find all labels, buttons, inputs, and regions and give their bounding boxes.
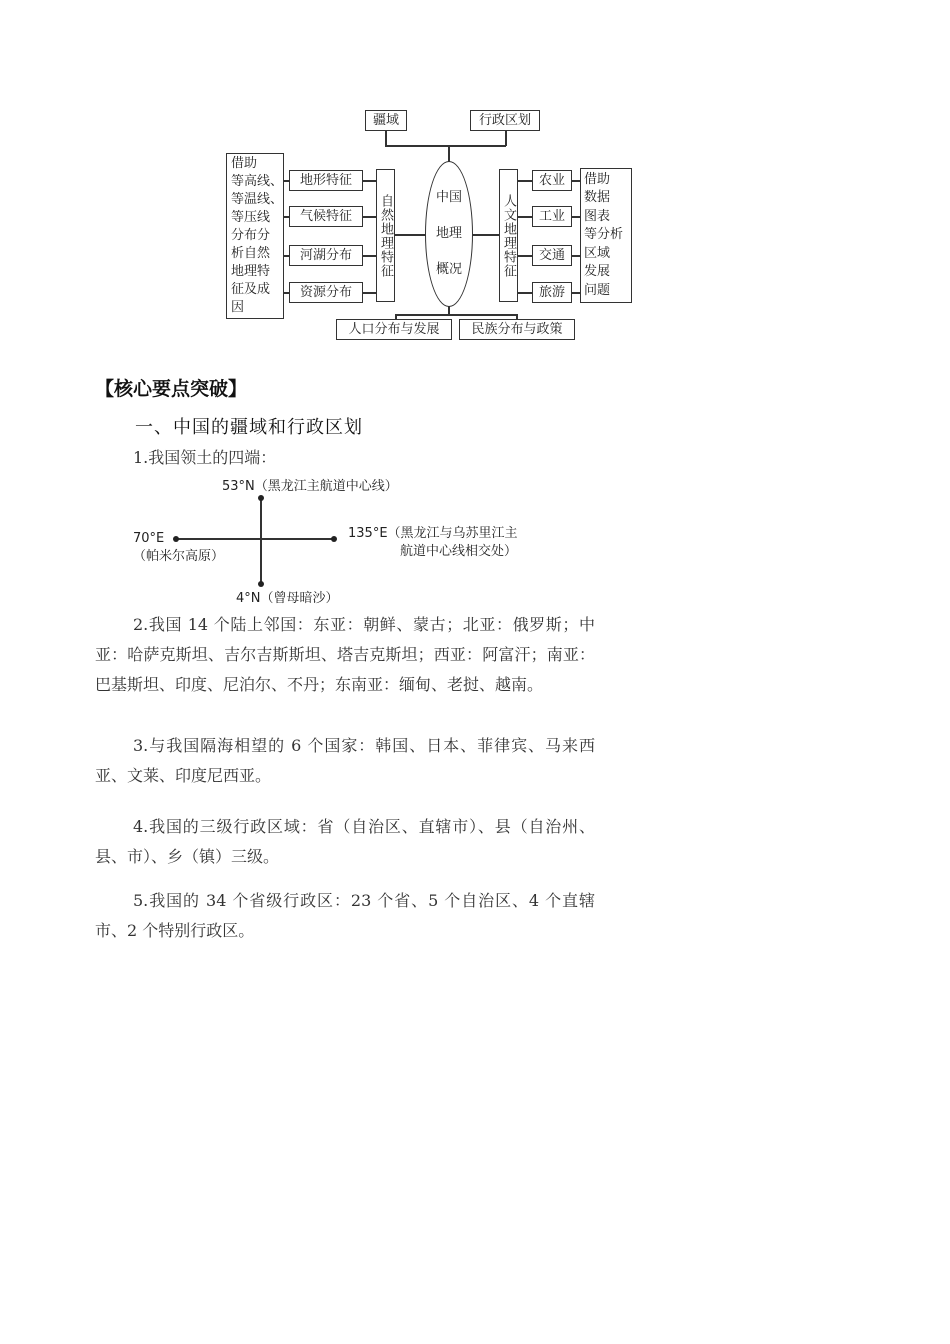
item-5: 5.我国的 34 个省级行政区：23 个省、5 个自治区、4 个直辖市、2 个特别行政区。 [95, 891, 595, 940]
item-3: 3.与我国隔海相望的 6 个国家：韩国、日本、菲律宾、马来西亚、文莱、印度尼西亚。 [95, 736, 595, 785]
west-extreme-place: （帕米尔高原） [133, 549, 225, 564]
item-4: 4.我国的三级行政区域：省（自治区、直辖市）、县（自治州、县、市）、乡（镇）三级。 [95, 817, 595, 866]
right-item-tourism: 旅游 [532, 282, 572, 303]
left-item-terrain: 地形特征 [289, 170, 363, 191]
east-extreme-line2: 航道中心线相交处） [400, 544, 518, 559]
center-text-1: 中国 [435, 190, 462, 205]
right-note-box: 借助 数据 图表 等分析 区域 发展 问题 [580, 168, 632, 303]
natural-geography-box: 自然地理特征 [376, 169, 395, 302]
population-box: 人口分布与发展 [336, 319, 452, 340]
east-extreme-line1: 135°E（黑龙江与乌苏里江主 [348, 526, 518, 541]
section-title: 【核心要点突破】 [95, 378, 248, 400]
north-extreme-label: 53°N（黑龙江主航道中心线） [222, 479, 398, 494]
west-extreme-coord: 70°E [133, 531, 165, 546]
right-item-industry: 工业 [532, 206, 572, 227]
left-item-climate: 气候特征 [289, 206, 363, 227]
right-item-agriculture: 农业 [532, 170, 572, 191]
center-text-2: 地理 [435, 226, 462, 241]
left-item-rivers: 河湖分布 [289, 245, 363, 266]
ethnic-box: 民族分布与政策 [459, 319, 575, 340]
administrative-division-box: 行政区划 [470, 110, 540, 131]
right-item-transport: 交通 [532, 245, 572, 266]
human-geography-box: 人文地理特征 [499, 169, 518, 302]
china-geography-ellipse [425, 161, 473, 307]
territory-box: 疆域 [365, 110, 407, 131]
left-note-box: 借助 等高线、 等温线、 等压线 分布分 析自然 地理特 征及成 因 [226, 153, 284, 319]
center-text-3: 概况 [435, 262, 462, 277]
section-heading: 一、中国的疆域和行政区划 [135, 417, 363, 438]
left-item-resources: 资源分布 [289, 282, 363, 303]
item-2: 2.我国 14 个陆上邻国：东亚：朝鲜、蒙古；北亚：俄罗斯；中亚：哈萨克斯坦、吉尔吉斯斯坦、塔吉克斯坦；西亚：阿富汗；南亚：巴基斯坦、印度、尼泊尔、不丹；东南亚：缅甸、老挝、越南。 [95, 615, 595, 694]
item-1: 1.我国领土的四端： [133, 448, 277, 467]
south-extreme-label: 4°N（曾母暗沙） [236, 591, 339, 606]
